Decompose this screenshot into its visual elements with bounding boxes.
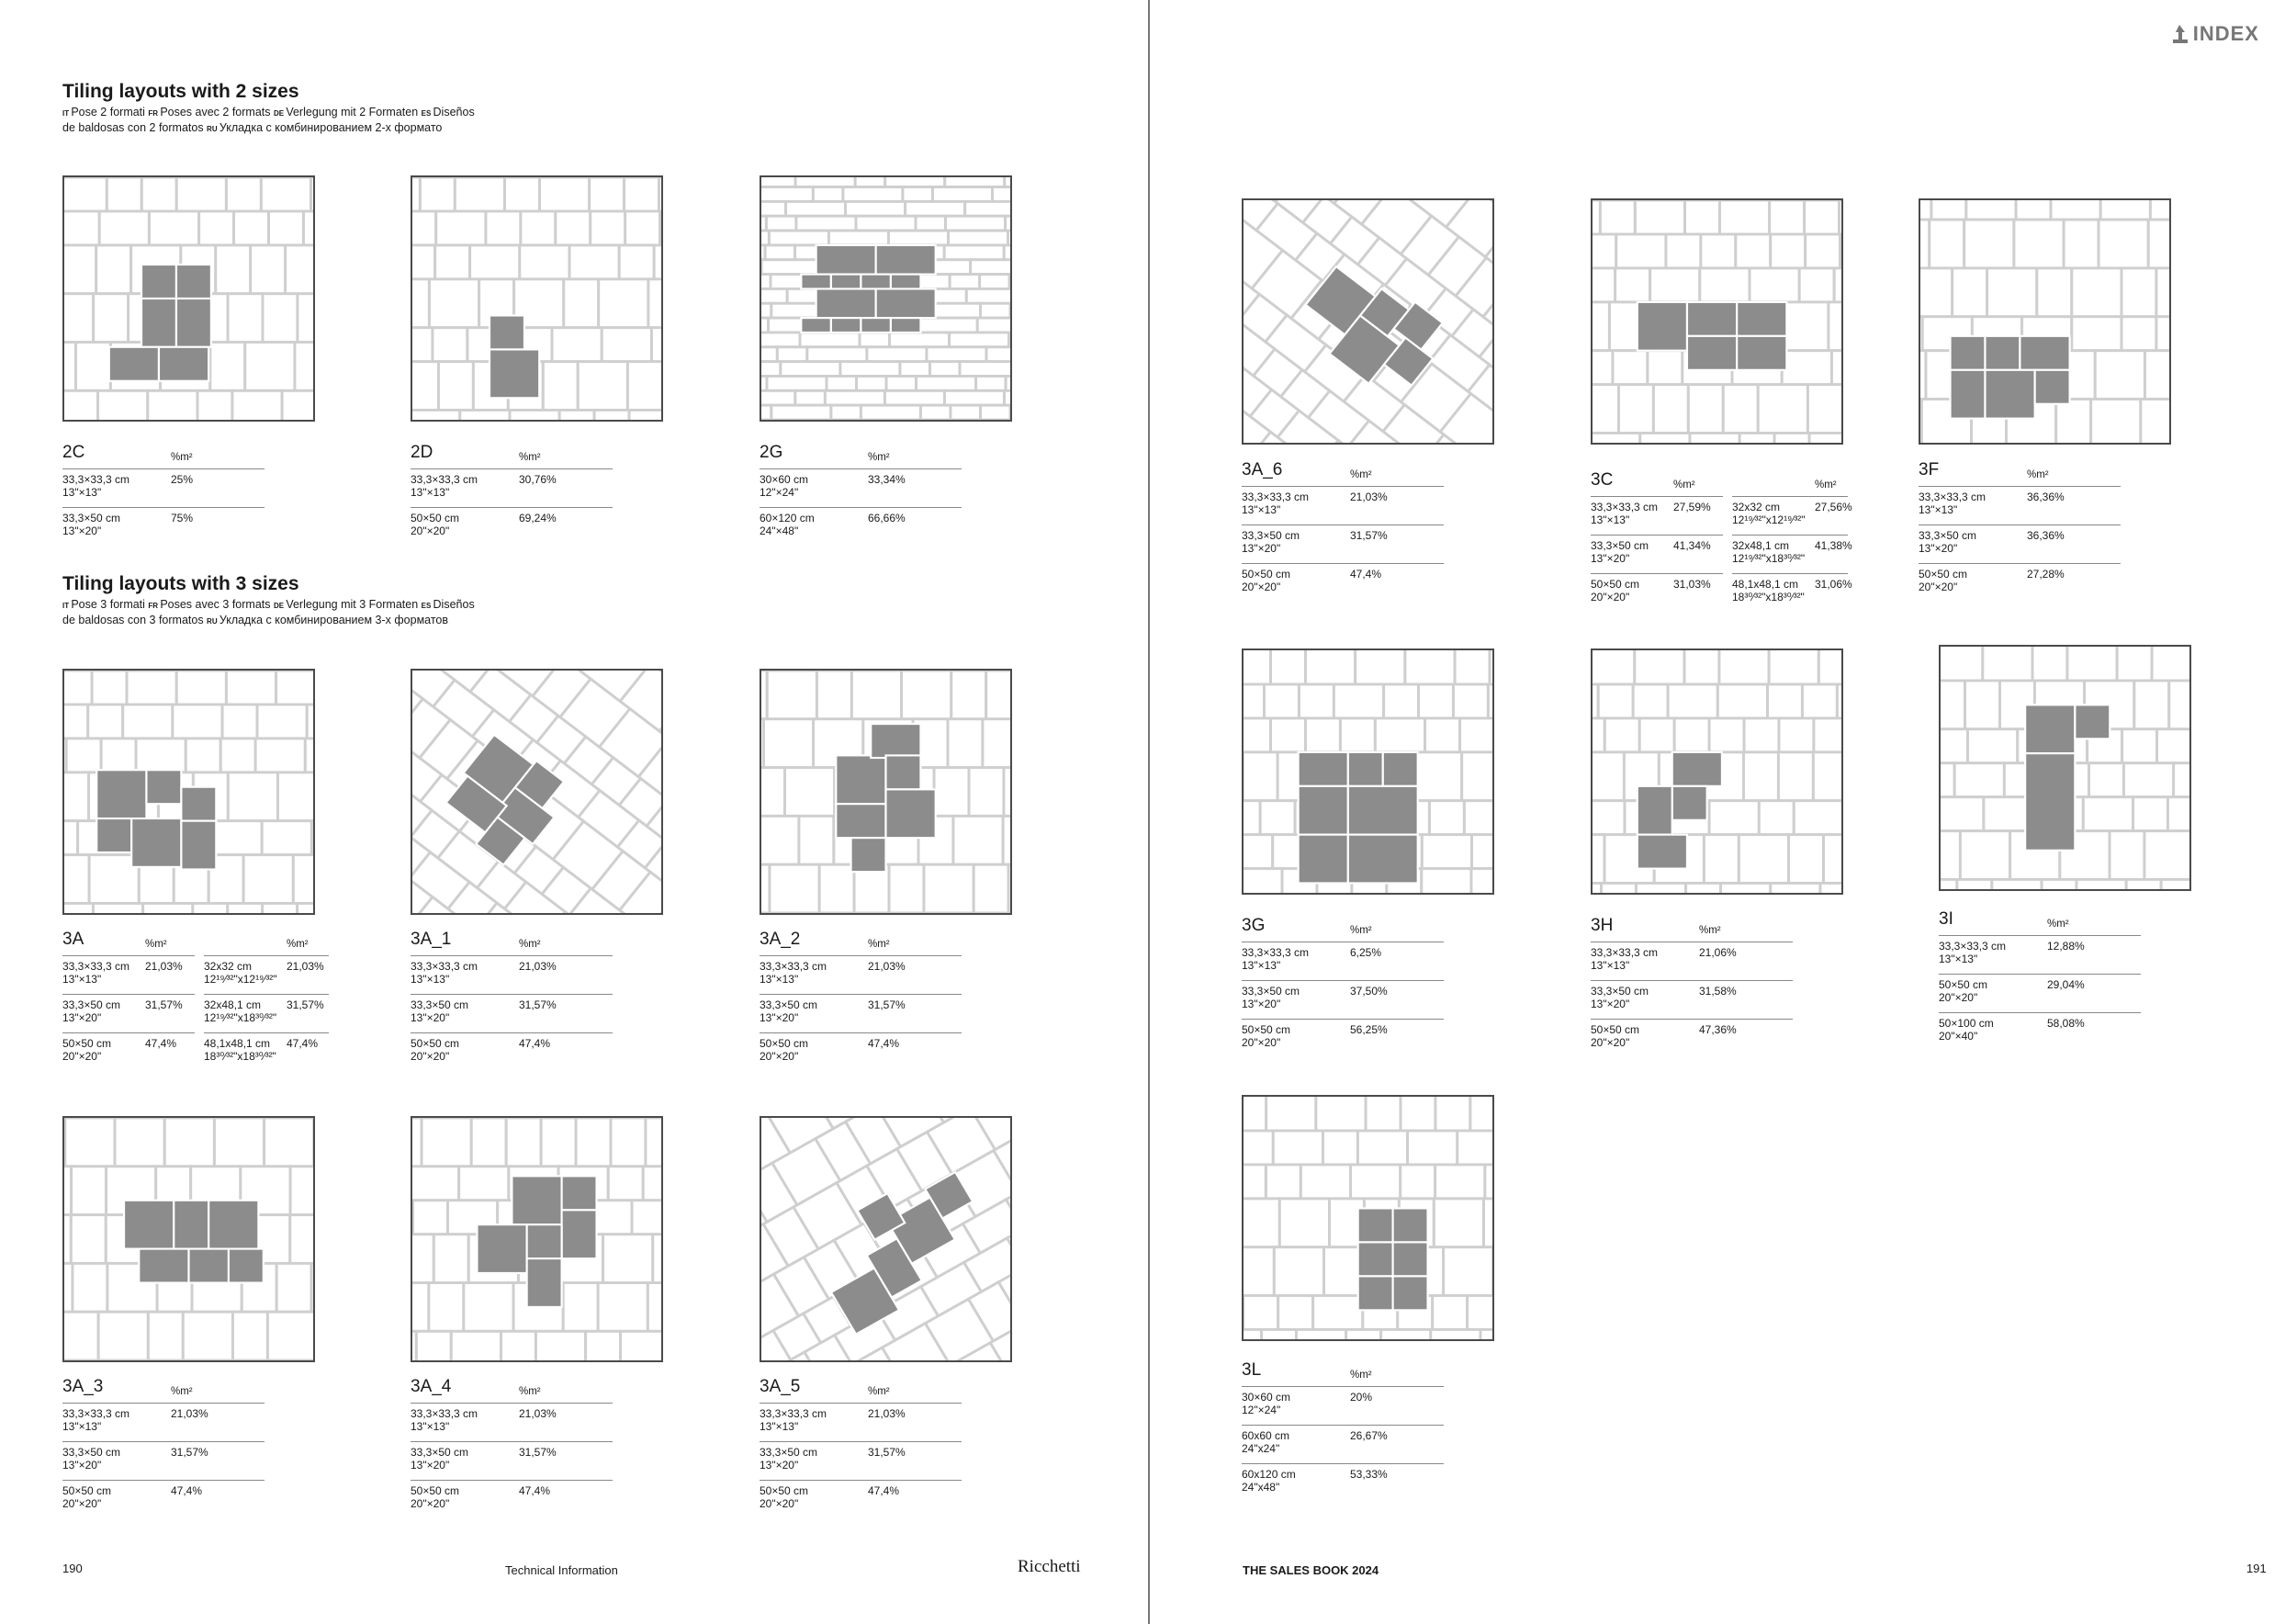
size-percent: 41,38% [1815,539,1852,552]
size-row [62,1403,264,1442]
layout-diagram-3a [62,669,315,915]
size-cm: 33,3×33,3 cm [411,1407,478,1420]
size-inch: 13"×13" [62,1420,102,1433]
size-row [62,507,264,547]
size-inch: 13"×20" [760,1459,799,1472]
size-cm: 33,3×33,3 cm [1242,946,1310,959]
size-cm: 50×50 cm [1242,1023,1291,1036]
size-percent: 26,67% [1350,1429,1388,1442]
layout-diagram-3l [1242,1095,1494,1341]
size-cm: 33,3×33,3 cm [1939,940,2007,953]
size-cm: 33,3×33,3 cm [411,473,478,486]
layout-code: 2C [62,443,85,462]
layout-diagram-3i [1939,645,2191,891]
size-percent: 31,57% [287,998,324,1011]
size-percent: 21,03% [519,1407,557,1420]
layout-code: 3I [1939,909,1953,929]
size-inch: 13"×13" [411,973,450,986]
size-cm: 33,3×50 cm [1242,985,1300,998]
size-percent: 31,57% [145,998,183,1011]
percent-header: %m² [868,452,890,463]
section-3-subtitle-line1: IT Pose 3 formati FR Poses avec 3 formats DE Verlegung mit 3 Formaten ES Diseños [62,598,475,611]
size-cm: 33,3×33,3 cm [1919,491,1986,503]
size-row [1591,573,1723,613]
size-inch: 12"×24" [1242,1404,1281,1416]
size-percent: 47,4% [519,1484,551,1497]
size-cm: 33,3×33,3 cm [62,960,130,973]
size-inch: 20"×20" [1591,591,1630,603]
size-inch: 24"x48" [1242,1481,1280,1494]
size-cm: 33,3×33,3 cm [62,1407,130,1420]
layout-code: 3A_4 [411,1377,452,1396]
size-cm: 60x120 cm [1242,1468,1296,1481]
size-percent: 47,4% [1350,568,1382,581]
size-cm: 33,3×50 cm [1591,539,1649,552]
size-inch: 13"×20" [1591,552,1630,565]
size-percent: 21,03% [145,960,183,973]
size-row [760,1441,962,1481]
size-row [1242,486,1444,525]
size-row [411,1441,613,1481]
size-cm: 50×50 cm [411,1037,460,1050]
size-inch: 24"×48" [760,524,799,537]
size-inch: 13"×13" [1939,953,1978,965]
layout-diagram-3a-6 [1242,198,1494,445]
size-row [411,1480,613,1519]
size-row [62,468,264,508]
size-cm: 33,3×50 cm [1242,529,1300,542]
size-cm: 30×60 cm [1242,1391,1291,1404]
size-inch: 13"×20" [411,1459,450,1472]
size-percent: 31,57% [868,1446,906,1459]
percent-header: %m² [519,452,541,463]
size-percent: 6,25% [1350,946,1382,959]
size-row [760,1032,962,1072]
size-row [411,507,613,547]
size-inch: 18³⁰⁄³²"x18³⁰⁄³²" [204,1050,276,1063]
size-inch: 12"×24" [760,486,799,499]
size-percent: 31,57% [868,998,906,1011]
layout-code: 3A_6 [1242,460,1283,479]
size-inch: 13"×20" [411,1011,450,1024]
size-percent: 47,4% [145,1037,177,1050]
size-row [760,468,962,508]
size-row [1919,563,2121,603]
size-inch: 13"×13" [1242,503,1281,516]
size-inch: 13"×20" [1919,542,1958,555]
size-percent: 27,28% [2027,568,2065,581]
size-cm: 50×50 cm [760,1037,809,1050]
size-cm: 30×60 cm [760,473,809,486]
size-row [1732,496,1852,536]
size-cm: 32x48,1 cm [1732,539,1790,552]
size-row [62,955,195,995]
size-cm: 33,3×50 cm [1919,529,1977,542]
size-percent: 21,03% [287,960,324,973]
size-row [1591,535,1723,574]
size-row [411,1032,613,1072]
layout-diagram-3h [1591,648,1843,895]
layout-code: 3L [1242,1360,1262,1380]
size-percent: 27,56% [1815,501,1852,513]
percent-header: %m² [519,1386,541,1397]
size-percent: 66,66% [868,512,906,524]
size-percent: 12,88% [2047,940,2085,953]
size-inch: 20"×20" [411,1497,450,1510]
footer-book-title: THE SALES BOOK 2024 [1243,1563,1379,1577]
size-inch: 13"×20" [1242,542,1281,555]
size-percent: 21,03% [868,960,906,973]
size-cm: 50×50 cm [760,1484,809,1497]
stair-arrow-icon [2173,25,2188,43]
size-inch: 20"×20" [1242,581,1281,593]
percent-header: %m² [868,939,890,950]
size-cm: 33,3×33,3 cm [62,473,130,486]
size-percent: 30,76% [519,473,557,486]
layout-diagram-3a-4 [411,1116,663,1362]
size-cm: 50×50 cm [62,1037,112,1050]
size-percent: 31,57% [519,1446,557,1459]
size-row [1242,524,1444,564]
size-inch: 20"×20" [1591,1036,1630,1049]
size-percent: 20% [1350,1391,1373,1404]
size-row [1591,980,1793,1020]
layout-code: 3A_3 [62,1377,104,1396]
size-row [62,1441,264,1481]
size-inch: 20"×20" [760,1497,799,1510]
size-cm: 60x60 cm [1242,1429,1290,1442]
size-inch: 13"×13" [411,1420,450,1433]
layout-code: 2G [760,443,783,462]
layout-diagram-3a-1 [411,669,663,915]
size-inch: 13"×20" [62,1459,102,1472]
layout-code: 3A_1 [411,930,452,949]
size-inch: 20"×20" [1242,1036,1281,1049]
size-inch: 13"×20" [62,524,102,537]
size-row [1242,1425,1444,1464]
size-row [760,955,962,995]
size-inch: 20"×20" [411,524,450,537]
size-row [62,994,195,1033]
size-inch: 13"×13" [1591,513,1630,526]
size-percent: 31,03% [1673,578,1711,591]
page-number-left: 190 [62,1562,83,1575]
size-cm: 32x32 cm [204,960,253,973]
size-cm: 50×50 cm [62,1484,112,1497]
size-cm: 33,3×50 cm [1591,985,1649,998]
size-inch: 13"×13" [62,973,102,986]
size-percent: 47,4% [519,1037,551,1050]
layout-code: 3C [1591,470,1614,490]
size-percent: 31,57% [171,1446,208,1459]
size-row [204,994,329,1033]
size-percent: 31,06% [1815,578,1852,591]
size-inch: 20"×20" [411,1050,450,1063]
size-cm: 33,3×33,3 cm [1591,501,1659,513]
size-cm: 33,3×50 cm [62,512,121,524]
size-percent: 41,34% [1673,539,1711,552]
size-percent: 53,33% [1350,1468,1388,1481]
size-cm: 60×120 cm [760,512,815,524]
size-row [1939,935,2141,975]
size-row [760,994,962,1033]
size-row [1939,1012,2141,1052]
size-cm: 50×50 cm [1242,568,1291,581]
size-inch: 13"×20" [1242,998,1281,1010]
size-percent: 56,25% [1350,1023,1388,1036]
layout-code: 3G [1242,916,1266,935]
size-row [411,468,613,508]
size-cm: 33,3×50 cm [760,1446,818,1459]
layout-diagram-3a-3 [62,1116,315,1362]
size-percent: 47,4% [868,1037,900,1050]
size-percent: 31,57% [1350,529,1388,542]
layout-code: 3A_5 [760,1377,801,1396]
size-inch: 20"×20" [1919,581,1958,593]
size-cm: 33,3×50 cm [760,998,818,1011]
size-inch: 12¹⁹⁄³²"x12¹⁹⁄³²" [204,973,277,986]
size-percent: 69,24% [519,512,557,524]
section-2-subtitle-line2: de baldosas con 2 formatos RU Укладка с комбинированием 2-х формато [62,121,443,134]
percent-header: %m² [868,1386,890,1397]
size-percent: 31,57% [519,998,557,1011]
percent-header: %m² [145,939,167,950]
brand-logo: Ricchetti [1018,1557,1081,1576]
layout-diagram-3a-5 [760,1116,1012,1362]
size-row [760,1403,962,1442]
size-percent: 21,03% [171,1407,208,1420]
layout-code: 3H [1591,916,1614,935]
size-inch: 20"×20" [760,1050,799,1063]
layout-code: 3A_2 [760,930,801,949]
size-cm: 50×50 cm [1919,568,1968,581]
percent-header: %m² [171,1386,193,1397]
layout-diagram-2d [411,175,663,422]
size-inch: 20"×20" [1939,991,1978,1004]
percent-header: %m² [1699,925,1721,936]
size-percent: 47,4% [868,1484,900,1497]
size-percent: 47,36% [1699,1023,1737,1036]
size-percent: 25% [171,473,194,486]
size-row [411,994,613,1033]
layout-code: 3F [1919,460,1940,479]
size-row [1242,980,1444,1020]
size-inch: 24"x24" [1242,1442,1280,1455]
size-row [204,955,329,995]
layout-code: 2D [411,443,433,462]
size-inch: 18³⁰⁄³²"x18³⁰⁄³²" [1732,591,1805,603]
page-spread-divider [1148,0,1150,1624]
size-cm: 33,3×33,3 cm [760,1407,827,1420]
size-row [1939,974,2141,1013]
size-cm: 33,3×50 cm [62,1446,121,1459]
percent-header: %m² [171,452,193,463]
percent-header: %m² [2027,469,2049,480]
size-percent: 21,06% [1699,946,1737,959]
size-percent: 58,08% [2047,1017,2085,1030]
size-inch: 20"×40" [1939,1030,1978,1043]
size-cm: 33,3×33,3 cm [1242,491,1310,503]
percent-header: %m² [1673,479,1695,491]
size-percent: 47,4% [287,1037,319,1050]
percent-header: %m² [1350,469,1372,480]
size-row [204,1032,329,1072]
size-inch: 13"×13" [760,1420,799,1433]
section-2-subtitle-line1: IT Pose 2 formati FR Poses avec 2 formats DE Verlegung mit 2 Formaten ES Diseños [62,106,475,118]
size-row [1591,942,1793,981]
size-row [1242,942,1444,981]
layout-diagram-3a-2 [760,669,1012,915]
size-percent: 37,50% [1350,985,1388,998]
size-percent: 75% [171,512,194,524]
footer-section-name: Technical Information [505,1563,618,1577]
section-3-title: Tiling layouts with 3 sizes [62,573,299,594]
size-row [760,507,962,547]
size-cm: 33,3×50 cm [411,1446,469,1459]
size-inch: 13"×13" [1591,959,1630,972]
percent-header: %m² [1350,1370,1372,1381]
size-row [1242,1386,1444,1426]
size-inch: 20"×20" [62,1050,102,1063]
size-percent: 21,03% [868,1407,906,1420]
layout-diagram-3g [1242,648,1494,895]
size-percent: 29,04% [2047,978,2085,991]
size-row [1591,496,1723,536]
percent-header: %m² [519,939,541,950]
size-inch: 20"×20" [62,1497,102,1510]
size-cm: 50×50 cm [1939,978,1988,991]
size-row [411,1403,613,1442]
size-inch: 12¹⁹⁄³²"x18³⁰⁄³²" [1732,552,1806,565]
index-label: INDEX [2192,22,2259,45]
size-cm: 33,3×50 cm [62,998,121,1011]
size-inch: 13"×13" [1919,503,1958,516]
size-inch: 13"×20" [760,1011,799,1024]
size-cm: 50×100 cm [1939,1017,1994,1030]
size-row [1919,524,2121,564]
size-inch: 13"×13" [411,486,450,499]
size-cm: 48,1x48,1 cm [204,1037,271,1050]
size-cm: 32x48,1 cm [204,998,262,1011]
size-cm: 50×50 cm [411,1484,460,1497]
size-percent: 21,03% [519,960,557,973]
size-cm: 33,3×50 cm [411,998,469,1011]
size-row [1242,563,1444,603]
size-cm: 33,3×33,3 cm [411,960,478,973]
size-inch: 13"×13" [62,486,102,499]
size-percent: 36,36% [2027,491,2065,503]
percent-header: %m² [1815,479,1837,491]
size-cm: 50×50 cm [1591,1023,1640,1036]
size-inch: 13"×13" [760,973,799,986]
size-cm: 50×50 cm [411,512,460,524]
size-row [62,1480,264,1519]
size-percent: 33,34% [868,473,906,486]
layout-code: 3A [62,930,84,949]
layout-diagram-3f [1919,198,2171,445]
size-inch: 12¹⁹⁄³²"x12¹⁹⁄³²" [1732,513,1806,526]
size-percent: 36,36% [2027,529,2065,542]
size-row [1919,486,2121,525]
size-row [62,1032,195,1072]
size-cm: 50×50 cm [1591,578,1640,591]
size-cm: 32x32 cm [1732,501,1781,513]
size-cm: 33,3×33,3 cm [760,960,827,973]
size-row [411,955,613,995]
size-percent: 21,03% [1350,491,1388,503]
size-inch: 12¹⁹⁄³²"x18³⁰⁄³²" [204,1011,277,1024]
size-row [1591,1019,1793,1058]
size-percent: 31,58% [1699,985,1737,998]
size-row [1732,573,1852,613]
size-cm: 48,1x48,1 cm [1732,578,1799,591]
size-row [1242,1019,1444,1058]
layout-diagram-2g [760,175,1012,422]
size-inch: 13"×13" [1242,959,1281,972]
size-percent: 47,4% [171,1484,203,1497]
layout-diagram-2c [62,175,315,422]
section-3-subtitle-line2: de baldosas con 3 formatos RU Укладка с комбинированием 3-х форматов [62,614,449,626]
size-row [1242,1463,1444,1503]
size-cm: 33,3×33,3 cm [1591,946,1659,959]
percent-header: %m² [2047,919,2069,930]
layout-diagram-3c [1591,198,1843,445]
size-inch: 13"×20" [1591,998,1630,1010]
index-link[interactable] [2173,22,2259,46]
size-row [760,1480,962,1519]
percent-header: %m² [287,939,309,950]
section-2-title: Tiling layouts with 2 sizes [62,81,299,102]
size-row [1732,535,1852,574]
size-percent: 27,59% [1673,501,1711,513]
percent-header: %m² [1350,925,1372,936]
page-number-right: 191 [2246,1562,2267,1575]
size-inch: 13"×20" [62,1011,102,1024]
